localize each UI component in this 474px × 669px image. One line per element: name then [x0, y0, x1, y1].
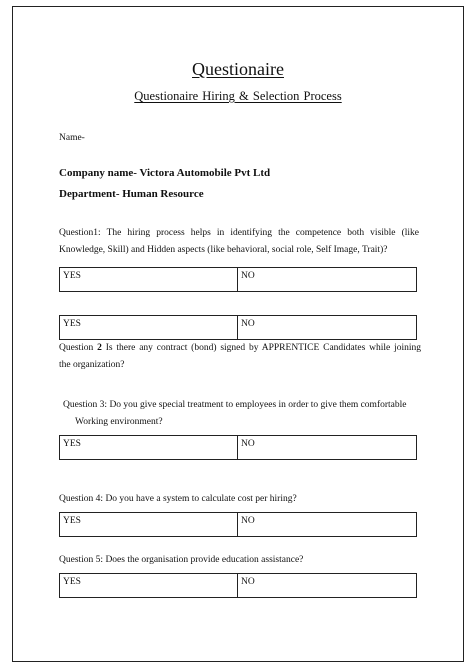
- question-2-number: 2: [97, 343, 102, 353]
- question-2-line-1: [59, 340, 421, 357]
- question-2-prefix: Question: [59, 343, 98, 353]
- answer-no-cell-5[interactable]: NO: [241, 577, 255, 587]
- answer-row-4: [59, 512, 417, 537]
- answer-row-2: [59, 315, 417, 340]
- question-1-line-1: Question1: The hiring process helps in identifying the competence both visible (like: [59, 228, 419, 238]
- question-3: [63, 397, 423, 431]
- answer-yes-cell-4[interactable]: YES: [60, 513, 238, 536]
- question-1: [59, 225, 419, 259]
- answer-yes-cell-1[interactable]: YES: [60, 268, 238, 291]
- question-5: Question 5: Does the organisation provide education assistance?: [59, 555, 304, 565]
- answer-no-cell-4[interactable]: NO: [241, 516, 255, 526]
- answer-row-5: [59, 573, 417, 598]
- question-1-line-2: Knowledge, Skill) and Hidden aspects (like behavioral, social role, Self Image, Trait)?: [59, 245, 388, 255]
- question-4: Question 4: Do you have a system to calculate cost per hiring?: [59, 494, 297, 504]
- answer-no-cell-2[interactable]: NO: [241, 319, 255, 329]
- name-label: Name-: [59, 133, 85, 143]
- question-2-line-2: the organization?: [59, 360, 125, 370]
- question-3-line-1: Question 3: Do you give special treatment to employees in order to give them comfortable: [63, 400, 407, 410]
- question-2-text: Is there any contract (bond) signed by APPRENTICE Candidates while joining: [101, 343, 422, 353]
- answer-yes-cell-2[interactable]: YES: [60, 316, 238, 339]
- answer-row-3: [59, 435, 417, 460]
- questionnaire-page: [12, 6, 464, 662]
- answer-yes-cell-5[interactable]: YES: [60, 574, 238, 597]
- question-3-line-2: Working environment?: [75, 417, 163, 427]
- answer-no-cell-3[interactable]: NO: [241, 439, 255, 449]
- answer-no-cell-1[interactable]: NO: [241, 271, 255, 281]
- company-name-line: Company name- Victora Automobile Pvt Ltd: [59, 167, 271, 179]
- document-subtitle: Questionaire Hiring & Selection Process: [134, 89, 342, 103]
- department-line: Department- Human Resource: [59, 188, 204, 200]
- answer-row-1: [59, 267, 417, 292]
- answer-yes-cell-3[interactable]: YES: [60, 436, 238, 459]
- question-2: [59, 340, 421, 374]
- document-title: Questionaire: [192, 59, 284, 79]
